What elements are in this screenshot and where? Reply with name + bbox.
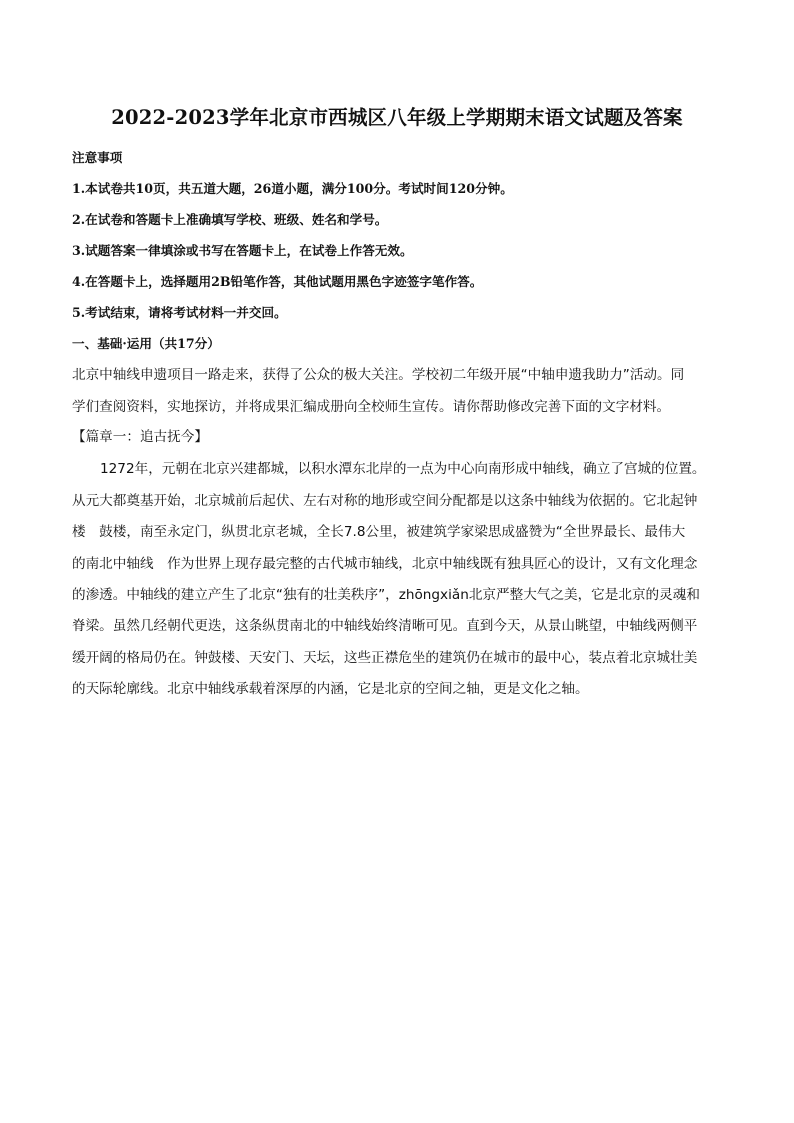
passage-line-1: 1272年，元朝在北京兴建都城，以积水潭东北岸的一点为中心向南形成中轴线，确立了宫城的位置。 — [100, 461, 706, 477]
notice-item-5: 5.考试结束，请将考试材料一并交回。 — [72, 305, 287, 320]
notice-item-4: 4.在答题卡上，选择题用2B铅笔作答，其他试题用黑色字迹签字笔作答。 — [72, 274, 483, 289]
notice-item-2: 2.在试卷和答题卡上准确填写学校、班级、姓名和学号。 — [72, 212, 388, 227]
passage-line-3: 楼 鼓楼，南至永定门，纵贯北京老城，全长7.8公里，被建筑学家梁思成盛赞为“全世界最长、最伟大 — [72, 524, 686, 540]
passage-line-8: 的天际轮廓线。北京中轴线承载着深厚的内涵，它是北京的空间之轴，更是文化之轴。 — [72, 681, 589, 697]
notice-heading: 注意事项 — [72, 150, 123, 165]
section-heading: 一、基础·运用（共17分） — [72, 336, 220, 351]
chapter-heading: 【篇章一：追古抚今】 — [72, 429, 208, 445]
passage-line-4: 的南北中轴线 作为世界上现存最完整的古代城市轴线，北京中轴线既有独具匠心的设计，又有文化理念 — [72, 556, 698, 572]
notice-item-3: 3.试题答案一律填涂或书写在答题卡上，在试卷上作答无效。 — [72, 243, 413, 258]
document-title: 2022-2023学年北京市西城区八年级上学期期末语文试题及答案 — [111, 106, 683, 129]
intro-line-1: 北京中轴线申遗项目一路走来，获得了公众的极大关注。学校初二年级开展“中轴申遗我助力”活动。同 — [72, 367, 685, 383]
passage-line-5: 的渗透。中轴线的建立产生了北京“独有的壮美秩序”，zhōngxiǎn北京严整大气之美，它是北京的灵魂和 — [72, 587, 700, 603]
notice-item-1: 1.本试卷共10页，共五道大题，26道小题，满分100分。考试时间120分钟。 — [72, 181, 513, 196]
passage-line-6: 脊梁。虽然几经朝代更迭，这条纵贯南北的中轴线始终清晰可见。直到今天，从景山眺望，中轴线两侧平 — [72, 618, 698, 634]
passage-line-2: 从元大都奠基开始，北京城前后起伏、左右对称的地形或空间分配都是以这条中轴线为依据的。它北起钟 — [72, 493, 698, 509]
passage-line-7: 缓开阔的格局仍在。钟鼓楼、天安门、天坛，这些正襟危坐的建筑仍在城市的最中心，装点着北京城壮美 — [72, 650, 698, 666]
intro-line-2: 学们查阅资料，实地探访，并将成果汇编成册向全校师生宣传。请你帮助修改完善下面的文字材料。 — [72, 399, 671, 415]
